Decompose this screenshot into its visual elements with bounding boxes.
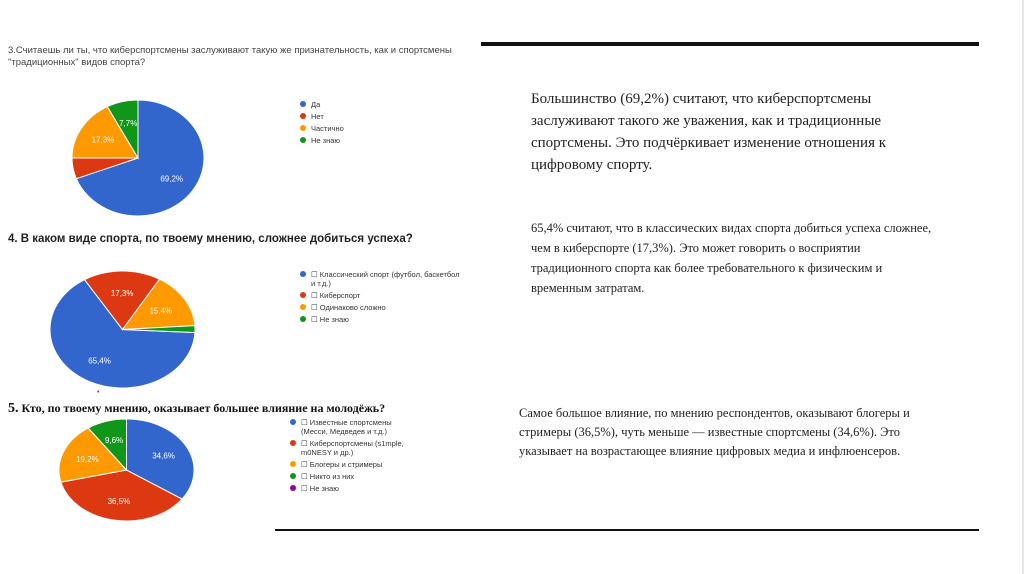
legend3-swatch-4 xyxy=(290,485,296,491)
legend1-label-2: Частично xyxy=(311,124,344,133)
legend2-label-1: ☐ Киберспорт xyxy=(311,291,361,300)
legend1-label-1: Нет xyxy=(311,112,324,121)
legend3-label-3: ☐ Никто из них xyxy=(301,472,355,481)
pie-chart-q5 xyxy=(59,419,194,521)
legend1-item-1 xyxy=(300,112,460,121)
legend3-swatch-3 xyxy=(290,473,296,479)
legend3-item-4 xyxy=(290,484,420,493)
legend2-item-1 xyxy=(300,291,460,300)
legend1-swatch-3 xyxy=(300,137,306,143)
legend3-label-1: ☐ Киберспортсмены (s1mple, m0NESY и др.) xyxy=(301,439,404,457)
legend3-swatch-1 xyxy=(290,440,296,446)
question-5-title xyxy=(8,401,478,417)
legend3-item-2 xyxy=(290,460,420,469)
legend2-item-2 xyxy=(300,303,460,312)
legend1-swatch-0 xyxy=(300,101,306,107)
legend2-item-3 xyxy=(300,315,460,324)
legend2-label-3: ☐ Не знаю xyxy=(311,315,349,324)
legend3-item-0 xyxy=(290,418,420,436)
legend3-swatch-0 xyxy=(290,419,296,425)
legend1-item-3 xyxy=(300,136,460,145)
pie3-slice-label-2: 19,2% xyxy=(76,454,99,464)
legend-q4 xyxy=(300,270,460,327)
legend2-label-0: ☐ Классический спорт (футбол, баскетбол и т.д.) xyxy=(311,270,460,288)
legend1-item-0 xyxy=(300,100,460,109)
pie-chart-q3 xyxy=(72,100,204,216)
legend3-item-3 xyxy=(290,472,420,481)
legend1-label-0: Да xyxy=(311,100,321,109)
legend3-label-4: ☐ Не знаю xyxy=(301,484,339,493)
pie1-slice-label-2: 17,3% xyxy=(91,135,115,145)
legend-q3 xyxy=(300,100,460,148)
top-divider-line xyxy=(481,42,979,46)
small-bullet-mark: • xyxy=(97,389,100,396)
bottom-divider-line xyxy=(275,529,979,531)
summary-q4: 65,4% считают, что в классических видах спорта добиться успеха сложнее, чем в киберспорте (17,3%). Это может говорить о восприятии традиционного спорта как более требовательного к физическим и временным затратам. xyxy=(531,221,932,295)
pie1-slice-label-3: 7,7% xyxy=(119,119,138,129)
legend2-swatch-1 xyxy=(300,292,306,298)
pie3-slice-label-1: 36,5% xyxy=(107,497,131,507)
legend2-swatch-0 xyxy=(300,271,306,277)
legend2-label-2: ☐ Одинаково сложно xyxy=(311,303,386,312)
pie2-slice-label-2: 15,4% xyxy=(149,306,173,316)
legend3-label-2: ☐ Блогеры и стримеры xyxy=(301,460,383,469)
pie1-slice-label-0: 69,2% xyxy=(160,174,184,184)
pie2-slice-label-1: 17,3% xyxy=(110,289,134,299)
legend1-swatch-2 xyxy=(300,125,306,131)
legend3-label-0: ☐ Известные спортсмены (Месси, Медведев и т.д.) xyxy=(301,418,392,436)
legend1-swatch-1 xyxy=(300,113,306,119)
question-5-text: Кто, по твоему мнению, оказывает большее влияние на молодёжь? xyxy=(21,401,386,415)
legend2-swatch-2 xyxy=(300,304,306,310)
legend3-swatch-2 xyxy=(290,461,296,467)
pie3-slice-label-3: 9,6% xyxy=(104,435,124,445)
question-5-number: 5. xyxy=(8,401,19,416)
pie-chart-q4 xyxy=(50,271,195,388)
legend3-item-1 xyxy=(290,439,420,457)
legend2-swatch-3 xyxy=(300,316,306,322)
legend-q5 xyxy=(290,418,420,496)
legend1-item-2 xyxy=(300,124,460,133)
legend1-label-3: Не знаю xyxy=(311,136,341,145)
pie2-slice-label-0: 65,4% xyxy=(88,356,111,366)
legend2-item-0 xyxy=(300,270,460,288)
summary-q3: Большинство (69,2%) считают, что киберспортсмены заслуживают такого же уважения, как и традиционные спортсмены. Это подчёркивает изменение отношения к цифровому спорту. xyxy=(531,91,887,173)
summary-q5: Самое большое влияние, по мнению респондентов, оказывают блогеры и стримеры (36,5%), чуть меньше — известные спортсмены (34,6%). Это указывает на возрастающее влияние цифровых медиа и инфлюенсеров. xyxy=(519,406,910,458)
question-3-title: 3.Считаешь ли ты, что киберспортсмены заслуживают такую же признательность, как и спортсмены "традиционных" видов спорта? xyxy=(8,45,452,68)
question-4-title: 4. В каком виде спорта, по твоему мнению, сложнее добиться успеха? xyxy=(8,233,413,245)
pie3-slice-label-0: 34,6% xyxy=(152,451,175,461)
